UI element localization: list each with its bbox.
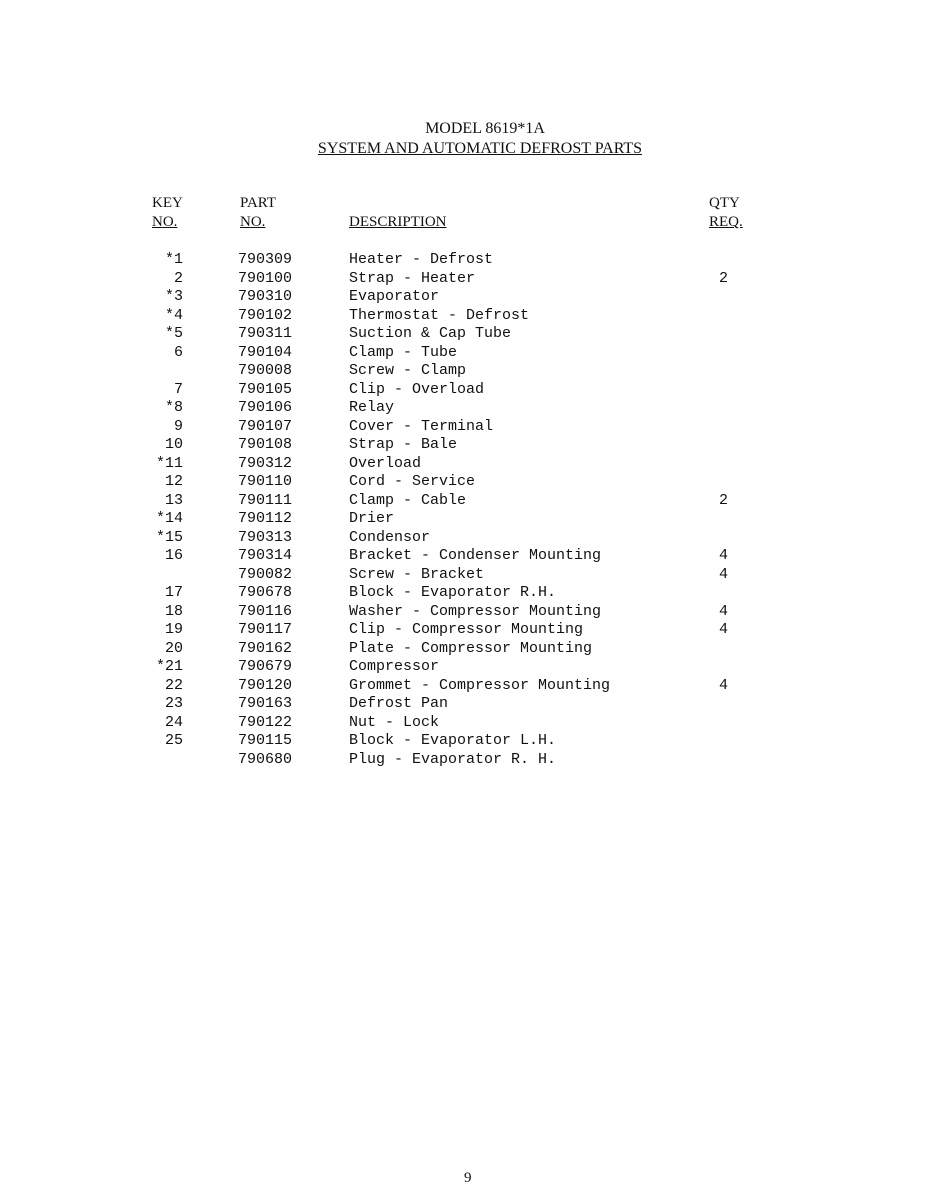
- table-row: [0, 510, 943, 528]
- qty-cell: 4: [719, 602, 729, 620]
- description-cell: Clamp - Cable: [349, 491, 467, 509]
- key-cell: 22: [164, 676, 183, 694]
- description-cell: Grommet - Compressor Mounting: [349, 676, 611, 694]
- table-row: [0, 399, 943, 417]
- part-number-cell: 790120: [238, 676, 293, 694]
- key-cell: 6: [173, 343, 183, 361]
- qty-cell: 2: [719, 269, 729, 287]
- description-cell: Clip - Overload: [349, 380, 485, 398]
- part-number-cell: 790163: [238, 695, 293, 712]
- part-number-cell: 790309: [238, 251, 293, 268]
- table-row: [0, 418, 943, 436]
- key-cell: *21: [155, 658, 183, 675]
- description-cell: Cord - Service: [349, 473, 476, 490]
- table-row: [0, 288, 943, 306]
- description-cell: Evaporator: [349, 288, 440, 305]
- description-cell: Suction & Cap Tube: [349, 325, 512, 342]
- qty-cell: 4: [719, 565, 729, 583]
- description-cell: Strap - Bale: [349, 436, 458, 453]
- table-row: [0, 640, 943, 658]
- description-cell: Clip - Compressor Mounting: [349, 621, 584, 638]
- table-row: [0, 492, 943, 510]
- table-row: [0, 732, 943, 750]
- table-row: [0, 362, 943, 380]
- table-row: [0, 473, 943, 491]
- description-cell: Plug - Evaporator R. H.: [349, 750, 557, 768]
- table-row: [0, 436, 943, 454]
- table-row: [0, 381, 943, 399]
- table-row: [0, 270, 943, 288]
- key-cell: 7: [173, 380, 183, 398]
- description-cell: Washer - Compressor Mounting: [349, 602, 602, 620]
- description-cell: Overload: [349, 454, 422, 472]
- table-row: [0, 529, 943, 547]
- part-number-cell: 790106: [238, 399, 293, 416]
- key-cell: 9: [173, 417, 183, 435]
- description-cell: Plate - Compressor Mounting: [349, 639, 593, 657]
- description-cell: Heater - Defrost: [349, 251, 494, 268]
- description-cell: Screw - Clamp: [349, 362, 467, 379]
- table-row: [0, 547, 943, 565]
- key-cell: *14: [155, 510, 183, 527]
- part-number-cell: 790107: [238, 417, 293, 435]
- table-row: [0, 455, 943, 473]
- table-row: [0, 621, 943, 639]
- part-number-cell: 790122: [238, 713, 293, 731]
- table-row: [0, 751, 943, 769]
- part-number-cell: 790679: [238, 658, 293, 675]
- key-cell: 10: [164, 436, 183, 453]
- qty-cell: 4: [719, 621, 729, 638]
- table-row: [0, 714, 943, 732]
- key-cell: 13: [164, 491, 183, 509]
- table-row: [0, 325, 943, 343]
- key-cell: *4: [164, 306, 183, 324]
- description-cell: Relay: [349, 399, 395, 416]
- key-cell: 17: [164, 584, 183, 601]
- description-cell: Cover - Terminal: [349, 417, 494, 435]
- table-row: [0, 658, 943, 676]
- table-row: [0, 344, 943, 362]
- key-cell: 16: [164, 547, 183, 564]
- table-row: [0, 677, 943, 695]
- table-row: [0, 584, 943, 602]
- key-cell: *5: [164, 325, 183, 342]
- part-number-cell: 790314: [238, 547, 293, 564]
- part-number-cell: 790100: [238, 269, 293, 287]
- section-title: SYSTEM AND AUTOMATIC DEFROST PARTS: [317, 140, 643, 157]
- description-cell: Screw - Bracket: [349, 565, 485, 583]
- part-number-cell: 790104: [238, 343, 293, 361]
- description-cell: Bracket - Condenser Mounting: [349, 547, 602, 564]
- key-cell: 24: [164, 713, 183, 731]
- part-number-cell: 790310: [238, 288, 293, 305]
- key-cell: *8: [164, 399, 183, 416]
- part-number-cell: 790110: [238, 473, 293, 490]
- model-title: MODEL 8619*1A: [425, 120, 545, 137]
- part-number-cell: 790108: [238, 436, 293, 453]
- description-cell: Drier: [349, 510, 395, 527]
- key-cell: 20: [164, 639, 183, 657]
- part-number-cell: 790117: [238, 621, 293, 638]
- part-number-cell: 790311: [238, 325, 293, 342]
- part-number-cell: 790105: [238, 380, 293, 398]
- description-cell: Defrost Pan: [349, 695, 449, 712]
- table-row: [0, 566, 943, 584]
- table-row: [0, 307, 943, 325]
- qty-cell: 2: [719, 491, 729, 509]
- key-cell: 19: [164, 621, 183, 638]
- part-number-cell: 790111: [238, 491, 293, 509]
- part-number-cell: 790678: [238, 584, 293, 601]
- header-description: DESCRIPTION: [349, 214, 447, 230]
- header-key-line2: NO.: [152, 214, 178, 230]
- header-qty-line2: REQ.: [709, 214, 743, 230]
- description-cell: Thermostat - Defrost: [349, 306, 530, 324]
- part-number-cell: 790115: [238, 732, 293, 749]
- key-cell: 18: [164, 602, 183, 620]
- part-number-cell: 790116: [238, 602, 293, 620]
- key-cell: 12: [164, 473, 183, 490]
- description-cell: Condensor: [349, 528, 431, 546]
- key-cell: *1: [164, 251, 183, 268]
- part-number-cell: 790082: [238, 565, 293, 583]
- qty-cell: 4: [719, 676, 729, 694]
- key-cell: 25: [164, 732, 183, 749]
- part-number-cell: 790162: [238, 639, 293, 657]
- part-number-cell: 790008: [238, 362, 293, 379]
- description-cell: Strap - Heater: [349, 269, 476, 287]
- header-key-line1: KEY: [152, 195, 183, 211]
- table-row: [0, 603, 943, 621]
- part-number-cell: 790102: [238, 306, 293, 324]
- header-qty-line1: QTY: [709, 195, 740, 211]
- part-number-cell: 790112: [238, 510, 293, 527]
- qty-cell: 4: [719, 547, 729, 564]
- key-cell: *3: [164, 288, 183, 305]
- part-number-cell: 790313: [238, 528, 293, 546]
- part-number-cell: 790312: [238, 454, 293, 472]
- page-number: 9: [464, 1170, 472, 1186]
- header-part-line2: NO.: [240, 214, 266, 230]
- description-cell: Block - Evaporator L.H.: [349, 732, 557, 749]
- part-number-cell: 790680: [238, 750, 293, 768]
- key-cell: *11: [155, 454, 183, 472]
- table-row: [0, 251, 943, 269]
- description-cell: Nut - Lock: [349, 713, 440, 731]
- table-row: [0, 695, 943, 713]
- description-cell: Compressor: [349, 658, 440, 675]
- key-cell: *15: [155, 528, 183, 546]
- key-cell: 23: [164, 695, 183, 712]
- key-cell: 2: [173, 269, 183, 287]
- description-cell: Block - Evaporator R.H.: [349, 584, 557, 601]
- description-cell: Clamp - Tube: [349, 343, 458, 361]
- header-part-line1: PART: [240, 195, 277, 211]
